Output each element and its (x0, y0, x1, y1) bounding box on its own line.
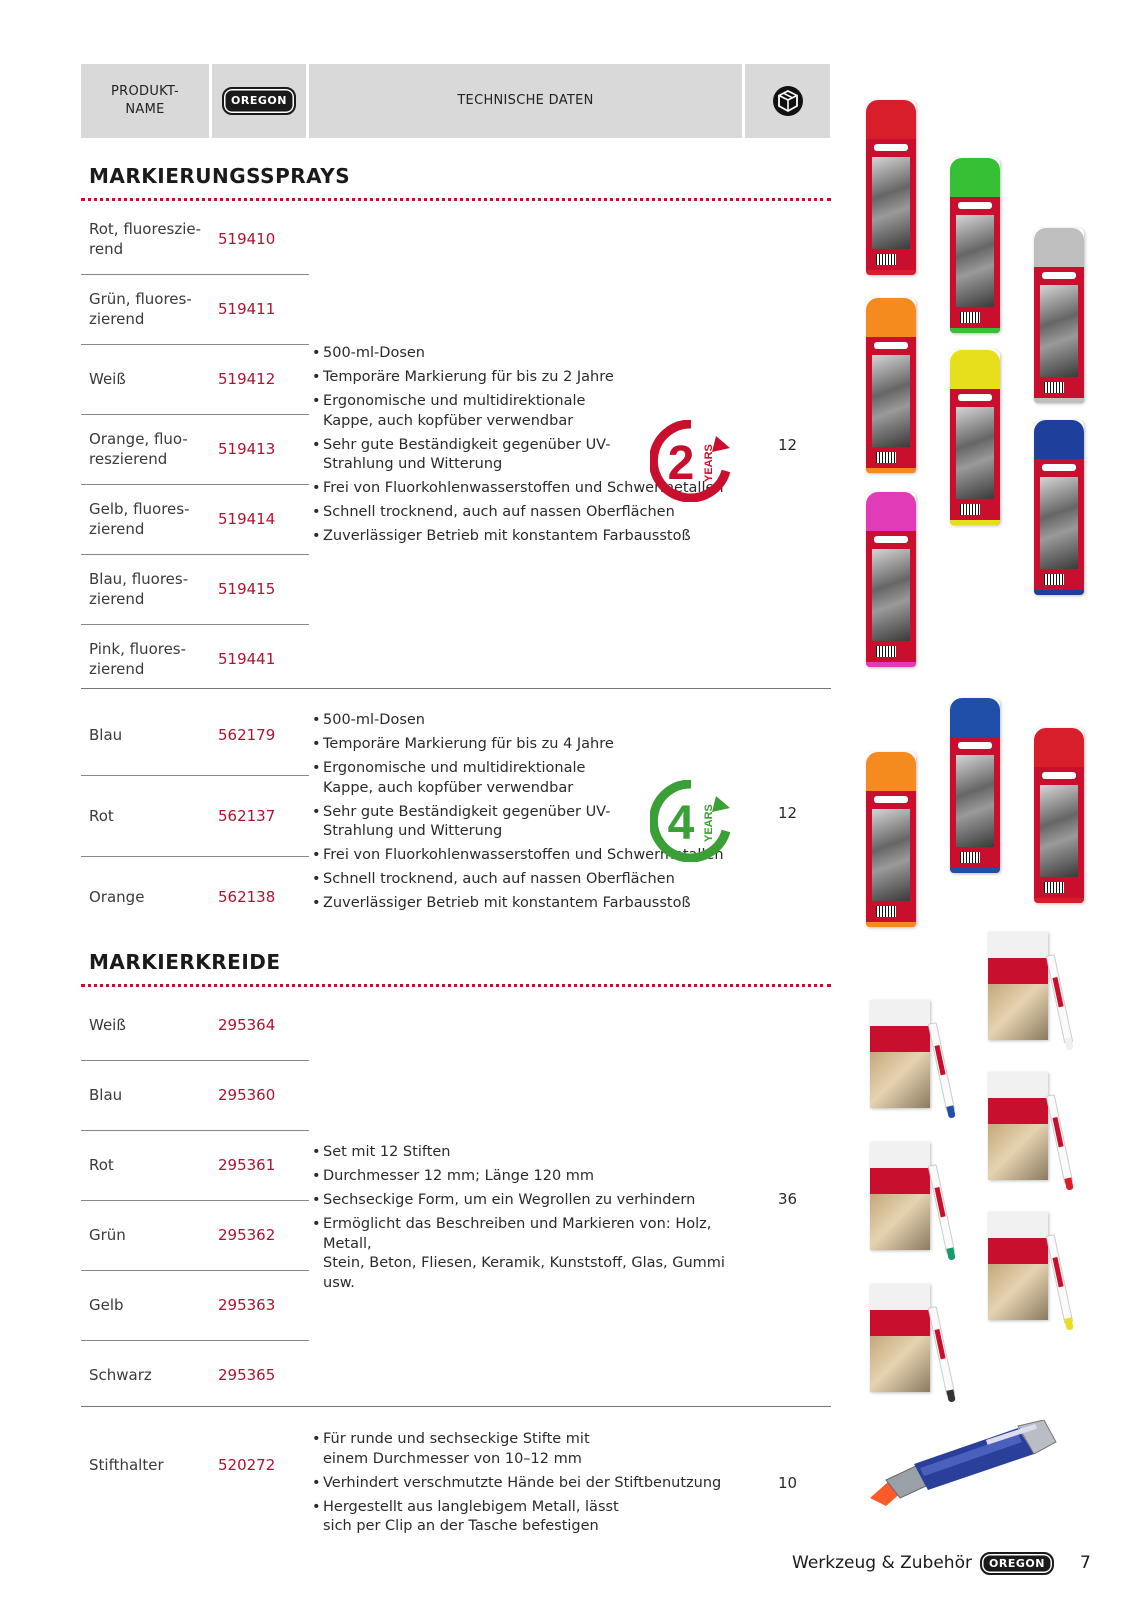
header-technical-data (309, 64, 742, 138)
package-box-icon (771, 84, 805, 118)
section-title-chalk: MARKIERKREIDE (89, 950, 281, 974)
spray-can-image (866, 492, 916, 667)
spray-can-image (1034, 728, 1084, 903)
product-name: Orange (89, 887, 145, 906)
chalk-box-image (988, 1212, 1052, 1322)
spray-cap (1034, 228, 1084, 267)
header-logo-cell (212, 64, 306, 138)
header-product-name (81, 64, 209, 138)
chalk-box-image (870, 1000, 934, 1110)
feature-item: • Schnell trocknend, auch auf nassen Oberflächen (312, 870, 742, 890)
spray-can-image (866, 752, 916, 927)
spray-body (950, 197, 1000, 334)
spray-body (866, 139, 916, 276)
feature-item: • Frei von Fluorkohlenwasserstoffen und Schwermetallen (312, 479, 742, 499)
chalk-pack-qty: 36 (778, 1190, 798, 1208)
feature-item: • Temporäre Markierung für bis zu 2 Jahre (312, 368, 742, 388)
product-number: 295361 (218, 1156, 276, 1174)
oregon-logo: OREGON (222, 87, 296, 115)
feature-item: • Für runde und sechseckige Stifte mit einem Durchmesser von 10–12 mm (312, 1430, 742, 1469)
group-separator (81, 688, 831, 689)
product-number: 562137 (218, 806, 276, 825)
group-separator (81, 1406, 831, 1407)
section-divider (81, 984, 831, 987)
spray-body (950, 737, 1000, 874)
page-number: 7 (1080, 1553, 1091, 1573)
holder-feature-list (312, 1430, 742, 1541)
feature-item: • Zuverlässiger Betrieb mit konstantem Farbausstoß (312, 894, 742, 914)
feature-item: • Hergestellt aus langlebigem Metall, lässt sich per Clip an der Tasche befestigen (312, 1498, 742, 1537)
section-divider (81, 198, 831, 201)
feature-item: • Temporäre Markierung für bis zu 4 Jahre (312, 735, 742, 755)
feature-item: • Zuverlässiger Betrieb mit konstantem Farbausstoß (312, 527, 742, 547)
chalk-feature-list (312, 1143, 742, 1298)
feature-item: • Sehr gute Beständigkeit gegenüber UV- Strahlung und Witterung (312, 803, 742, 842)
warranty-4-years-badge (650, 780, 732, 862)
oregon-logo: OREGON (980, 1552, 1054, 1575)
product-number: 295364 (218, 1016, 276, 1034)
product-name: Blau, fluores- zierend (89, 570, 189, 608)
product-name: Grün, fluores- zierend (89, 290, 192, 328)
product-name: Grün (89, 1226, 126, 1244)
spray-cap (950, 158, 1000, 197)
spray2-pack-qty: 12 (778, 436, 798, 454)
badge-years-text: YEARS (703, 804, 715, 842)
spray-can-image (1034, 228, 1084, 403)
product-name: Stifthalter (89, 1456, 164, 1474)
header-product-name-label: PRODUKT- NAME (111, 84, 179, 117)
badge-number: 4 (667, 797, 695, 850)
section-title-sprays: MARKIERUNGSSPRAYS (89, 164, 351, 188)
spray-body (866, 531, 916, 668)
feature-item: • Frei von Fluorkohlenwasserstoffen und Schwermetallen (312, 846, 742, 866)
badge-number: 2 (667, 437, 695, 490)
spray-can-image (1034, 420, 1084, 595)
product-name: Pink, fluores- zierend (89, 640, 187, 678)
product-name: Blau (89, 725, 123, 744)
spray-body (866, 791, 916, 928)
product-number: 295360 (218, 1086, 276, 1104)
product-number: 519410 (218, 230, 276, 248)
feature-item: • Sechseckige Form, um ein Wegrollen zu verhindern (312, 1191, 742, 1211)
spray-can-image (950, 350, 1000, 525)
product-number: 295363 (218, 1296, 276, 1314)
spray-cap (866, 752, 916, 791)
spray-cap (1034, 420, 1084, 459)
spray4-pack-qty: 12 (778, 804, 798, 822)
warranty-2-years-badge (650, 420, 732, 502)
feature-item: • Ergonomische und multidirektionale Kappe, auch kopfüber verwendbar (312, 759, 742, 798)
product-name: Blau (89, 1086, 123, 1104)
chalk-box-image (870, 1284, 934, 1394)
chalk-holder-image (868, 1420, 1068, 1516)
holder-pack-qty: 10 (778, 1474, 798, 1492)
spray-can-image (950, 158, 1000, 333)
spray-body (1034, 267, 1084, 404)
spray-cap (950, 698, 1000, 737)
footer-logo-wrap (980, 1552, 1054, 1575)
feature-item: • 500-ml-Dosen (312, 344, 742, 364)
feature-item: • Schnell trocknend, auch auf nassen Oberflächen (312, 503, 742, 523)
spray-cap (1034, 728, 1084, 767)
feature-item: • Durchmesser 12 mm; Länge 120 mm (312, 1167, 742, 1187)
product-name: Rot (89, 806, 114, 825)
chalk-box-image (870, 1142, 934, 1252)
badge-years-text: YEARS (703, 444, 715, 482)
product-number: 519441 (218, 650, 276, 668)
header-technical-data-label: TECHNISCHE DATEN (457, 93, 594, 108)
spray-cap (866, 100, 916, 139)
product-name: Schwarz (89, 1366, 152, 1384)
product-number: 519415 (218, 580, 276, 598)
product-number: 520272 (218, 1456, 276, 1474)
product-number: 295365 (218, 1366, 276, 1384)
spray-can-image (950, 698, 1000, 873)
feature-item: • Sehr gute Beständigkeit gegenüber UV- Strahlung und Witterung (312, 436, 742, 475)
chalk-box-image (988, 1072, 1052, 1182)
feature-item: • Ergonomische und multidirektionale Kappe, auch kopfüber verwendbar (312, 392, 742, 431)
product-name: Rot, fluoreszie- rend (89, 220, 202, 258)
product-number: 562138 (218, 887, 276, 906)
spray-cap (950, 350, 1000, 389)
spray-cap (866, 492, 916, 531)
spray-body (950, 389, 1000, 526)
spray-cap (866, 298, 916, 337)
product-name: Gelb, fluores- zierend (89, 500, 190, 538)
product-name: Weiß (89, 1016, 126, 1034)
product-number: 519412 (218, 370, 276, 388)
feature-item: • Verhindert verschmutzte Hände bei der Stiftbenutzung (312, 1474, 742, 1494)
product-number: 295362 (218, 1226, 276, 1244)
product-name: Rot (89, 1156, 114, 1174)
feature-item: • 500-ml-Dosen (312, 711, 742, 731)
product-number: 519414 (218, 510, 276, 528)
product-name: Weiß (89, 370, 126, 388)
spray-body (866, 337, 916, 474)
product-number: 519413 (218, 440, 276, 458)
header-package-cell (745, 64, 830, 138)
feature-item: • Ermöglicht das Beschreiben und Markieren von: Holz, Metall, Stein, Beton, Fliesen, Keramik, Kunststoff, Glas, Gummi usw. (312, 1215, 742, 1293)
product-name: Orange, fluo- reszierend (89, 430, 188, 468)
spray-body (1034, 767, 1084, 904)
product-number: 519411 (218, 300, 276, 318)
spray-can-image (866, 100, 916, 275)
feature-item: • Set mit 12 Stiften (312, 1143, 742, 1163)
footer-category: Werkzeug & Zubehör (792, 1553, 972, 1573)
spray-body (1034, 459, 1084, 596)
product-number: 562179 (218, 725, 276, 744)
spray-can-image (866, 298, 916, 473)
product-name: Gelb (89, 1296, 124, 1314)
chalk-box-image (988, 932, 1052, 1042)
